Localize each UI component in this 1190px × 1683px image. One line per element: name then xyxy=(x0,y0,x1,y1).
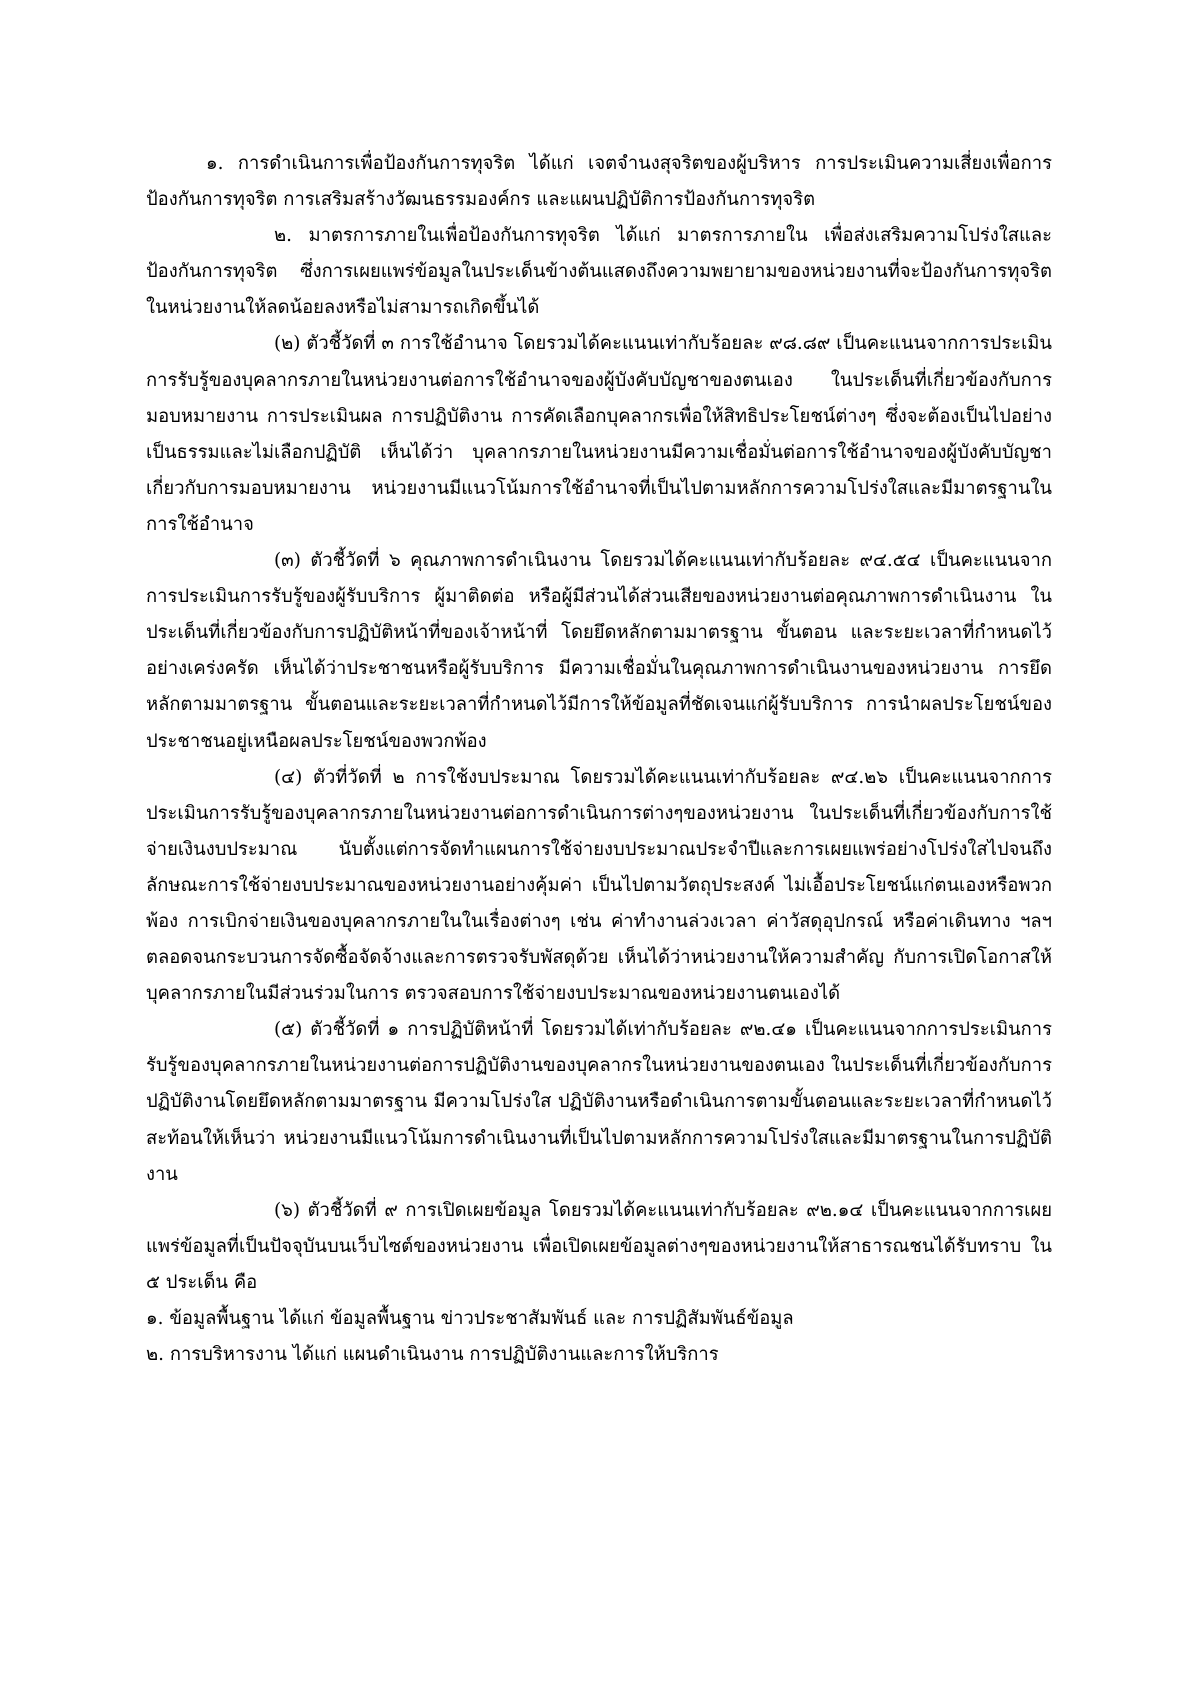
list-item-administration: ๒. การบริหารงาน ได้แก่ แผนดำเนินงาน การปฏิบัติงานและการให้บริการ xyxy=(146,1344,719,1366)
paragraph-indicator-1-duty: (๕) ตัวชี้วัดที่ ๑ การปฏิบัติหน้าที่ โดยรวมได้เท่ากับร้อยละ ๙๒.๔๑ เป็นคะแนนจากการประเมินการรับรู้ของบุคลากรภายในหน่วยงานต่อการปฏิบัติงานของบุคลากรในหน่วยงานของตนเอง ในประเด็นที่เกี่ยวข้องกับการปฏิบัติงานโดยยึดหลักตามมาตรฐาน มีความโปร่งใส ปฏิบัติงานหรือดำเนินการตามขั้นตอนและระยะเวลาที่กำหนดไว้ สะท้อนให้เห็นว่า หน่วยงานมีแนวโน้มการดำเนินงานที่เป็นไปตามหลักการความโปร่งใสและมีมาตรฐานในการปฏิบัติงาน xyxy=(146,1019,1052,1185)
paragraph-indicator-6-quality: (๓) ตัวชี้วัดที่ ๖ คุณภาพการดำเนินงาน โดยรวมได้คะแนนเท่ากับร้อยละ ๙๔.๕๔ เป็นคะแนนจากการประเมินการรับรู้ของผู้รับบริการ ผู้มาติดต่อ หรือผู้มีส่วนได้ส่วนเสียของหน่วยงานต่อคุณภาพการดำเนินงาน ในประเด็นที่เกี่ยวข้องกับการปฏิบัติหน้าที่ของเจ้าหน้าที่ โดยยึดหลักตามมาตรฐาน ขั้นตอน และระยะเวลาที่กำหนดไว้อย่างเคร่งครัด เห็นได้ว่าประชาชนหรือผู้รับบริการ มีความเชื่อมั่นในคุณภาพการดำเนินงานของหน่วยงาน การยึดหลักตามมาตรฐาน ขั้นตอนและระยะเวลาที่กำหนดไว้มีการให้ข้อมูลที่ชัดเจนแก่ผู้รับบริการ การนำผลประโยชน์ของประชาชนอยู่เหนือผลประโยชน์ของพวกพ้อง xyxy=(146,550,1052,752)
document-page xyxy=(146,146,1052,1373)
paragraph-indicator-9-disclosure: (๖) ตัวชี้วัดที่ ๙ การเปิดเผยข้อมูล โดยรวมได้คะแนนเท่ากับร้อยละ ๙๒.๑๔ เป็นคะแนนจากการเผยแพร่ข้อมูลที่เป็นปัจจุบันบนเว็บไซต์ของหน่วยงาน เพื่อเปิดเผยข้อมูลต่างๆของหน่วยงานให้สาธารณชนได้รับทราบ ใน ๕ ประเด็น คือ xyxy=(146,1199,1052,1293)
paragraph-indicator-3-authority: (๒) ตัวชี้วัดที่ ๓ การใช้อำนาจ โดยรวมได้คะแนนเท่ากับร้อยละ ๙๘.๘๙ เป็นคะแนนจากการประเมินการรับรู้ของบุคลากรภายในหน่วยงานต่อการใช้อำนาจของผู้บังคับบัญชาของตนเอง ในประเด็นที่เกี่ยวข้องกับการมอบหมายงาน การประเมินผล การปฏิบัติงาน การคัดเลือกบุคลากรเพื่อให้สิทธิประโยชน์ต่างๆ ซึ่งจะต้องเป็นไปอย่างเป็นธรรมและไม่เลือกปฏิบัติ เห็นได้ว่า บุคลากรภายในหน่วยงานมีความเชื่อมั่นต่อการใช้อำนาจของผู้บังคับบัญชาเกี่ยวกับการมอบหมายงาน หน่วยงานมีแนวโน้มการใช้อำนาจที่เป็นไปตามหลักการความโปร่งใสและมีมาตรฐานในการใช้อำนาจ xyxy=(146,333,1052,535)
paragraph-internal-measures: ๒. มาตรการภายในเพื่อป้องกันการทุจริต ได้แก่ มาตรการภายใน เพื่อส่งเสริมความโปร่งใสและป้องกันการทุจริต ซึ่งการเผยแพร่ข้อมูลในประเด็นข้างต้นแสดงถึงความพยายามของหน่วยงานที่จะป้องกันการทุจริตในหน่วยงานให้ลดน้อยลงหรือไม่สามารถเกิดขึ้นได้ xyxy=(146,225,1052,319)
paragraph-indicator-2-budget: (๔) ตัวที่วัดที่ ๒ การใช้งบประมาณ โดยรวมได้คะแนนเท่ากับร้อยละ ๙๔.๒๖ เป็นคะแนนจากการประเมินการรับรู้ของบุคลากรภายในหน่วยงานต่อการดำเนินการต่างๆของหน่วยงาน ในประเด็นที่เกี่ยวข้องกับการใช้จ่ายเงินงบประมาณ นับตั้งแต่การจัดทำแผนการใช้จ่ายงบประมาณประจำปีและการเผยแพร่อย่างโปร่งใสไปจนถึงลักษณะการใช้จ่ายงบประมาณของหน่วยงานอย่างคุ้มค่า เป็นไปตามวัตถุประสงค์ ไม่เอื้อประโยชน์แก่ตนเองหรือพวกพ้อง การเบิกจ่ายเงินของบุคลากรภายในในเรื่องต่างๆ เช่น ค่าทำงานล่วงเวลา ค่าวัสดุอุปกรณ์ หรือค่าเดินทาง ฯลฯ ตลอดจนกระบวนการจัดซื้อจัดจ้างและการตรวจรับพัสดุด้วย เห็นได้ว่าหน่วยงานให้ความสำคัญ กับการเปิดโอกาสให้บุคลากรภายในมีส่วนร่วมในการ ตรวจสอบการใช้จ่ายงบประมาณของหน่วยงานตนเองได้ xyxy=(146,766,1052,1005)
paragraph-prevention-measures: ๑. การดำเนินการเพื่อป้องกันการทุจริต ได้แก่ เจตจำนงสุจริตของผู้บริหาร การประเมินความเสี่ยงเพื่อการป้องกันการทุจริต การเสริมสร้างวัฒนธรรมองค์กร และแผนปฏิบัติการป้องกันการทุจริต xyxy=(146,153,1052,211)
list-item-basic-info: ๑. ข้อมูลพื้นฐาน ได้แก่ ข้อมูลพื้นฐาน ข่าวประชาสัมพันธ์ และ การปฏิสัมพันธ์ข้อมูล xyxy=(146,1308,794,1329)
